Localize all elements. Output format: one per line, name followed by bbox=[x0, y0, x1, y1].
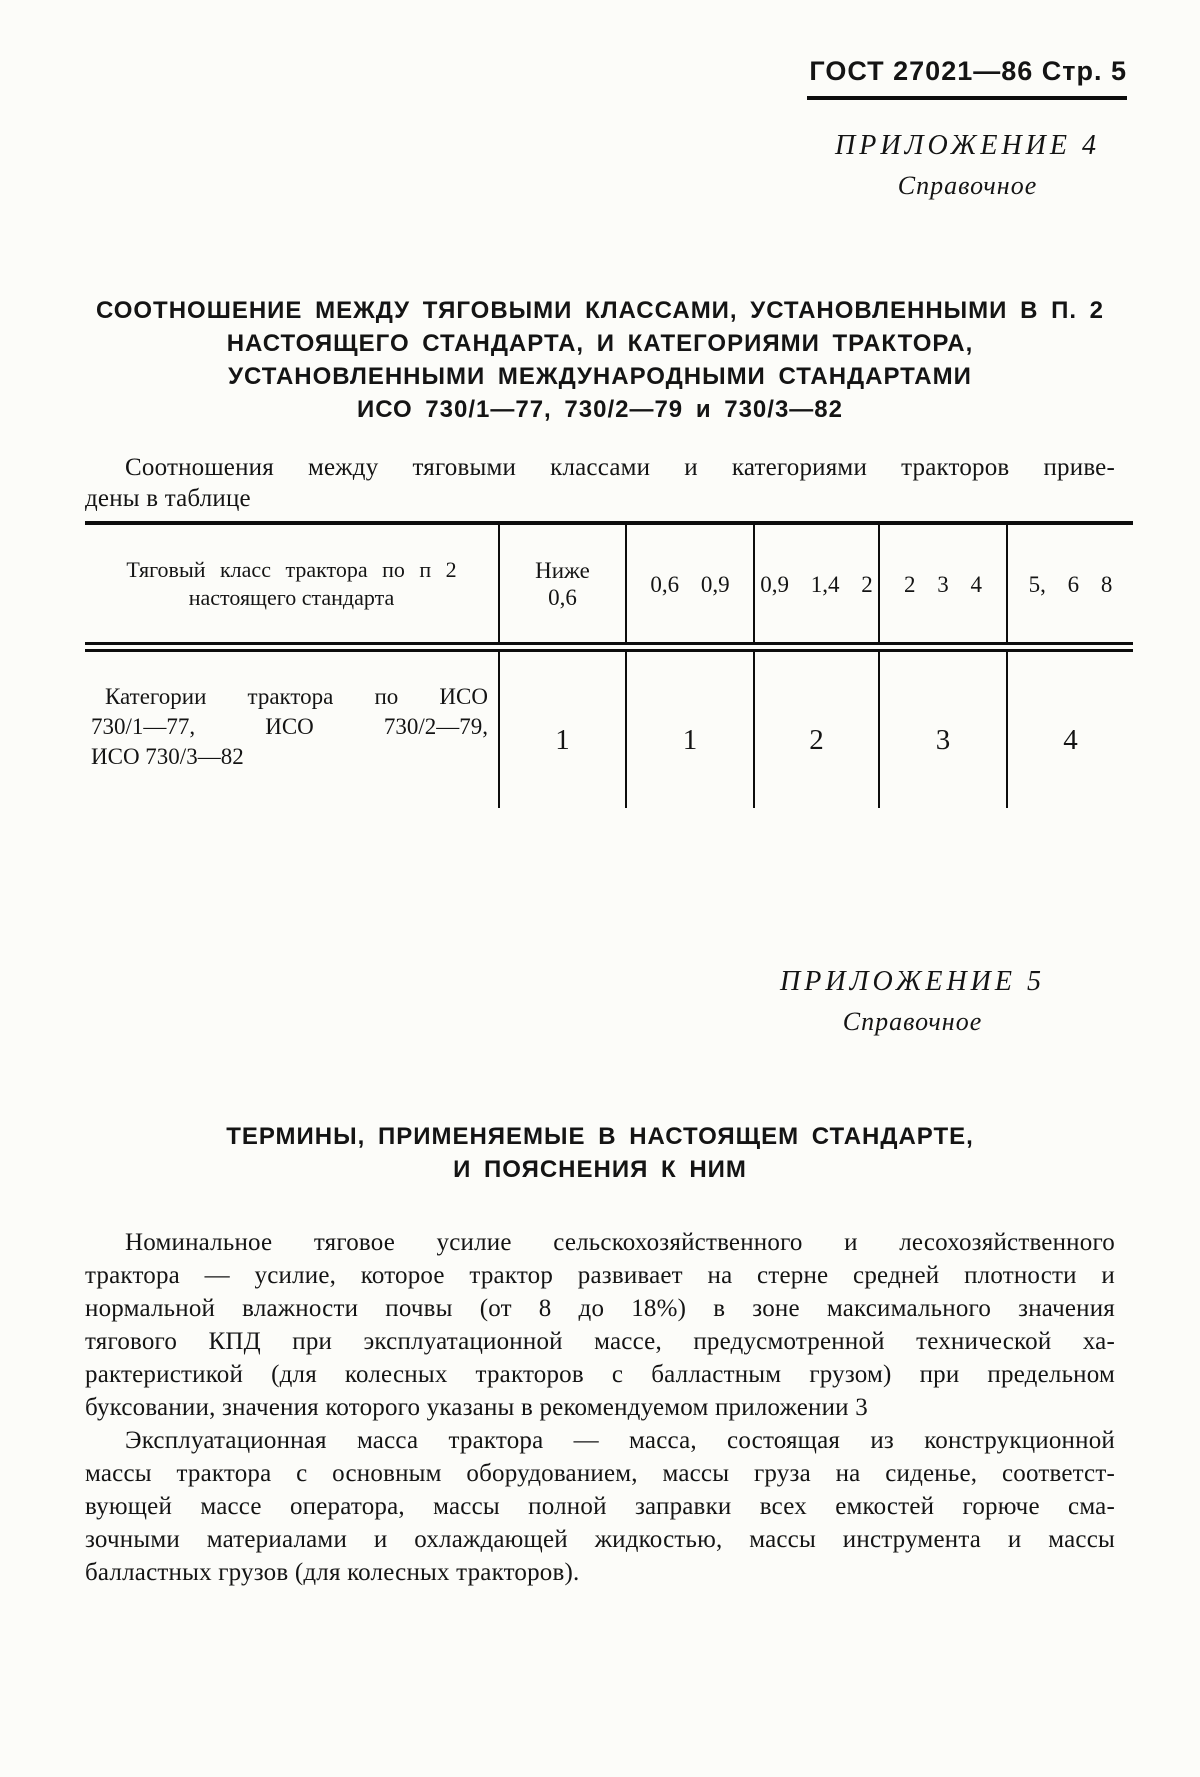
table-body-row bbox=[85, 652, 1133, 808]
table-value: 2 bbox=[809, 724, 824, 756]
table-header-cell bbox=[627, 525, 755, 643]
table-header-label-cell bbox=[85, 525, 500, 643]
table-row-label-line: Категории трактора по ИСО bbox=[105, 684, 488, 709]
terms-para2-line: балластных грузов (для колесных тракторов). bbox=[85, 1559, 580, 1586]
table-row-label-cell bbox=[85, 652, 500, 808]
intro-line: Соотношения между тяговыми классами и категориями тракторов приве- bbox=[125, 454, 1115, 481]
terms-para1-line: рактеристикой (для колесных тракторов с балластным грузом) при предельном bbox=[85, 1361, 1115, 1388]
table-value: 1 bbox=[555, 724, 570, 756]
table-header-cell-line: 0,9 1,4 2 bbox=[760, 571, 873, 597]
table-header-cell bbox=[1008, 525, 1133, 643]
running-head-title: ГОСТ 27021—86 Стр. 5 bbox=[809, 56, 1127, 86]
table-header-row bbox=[85, 525, 1133, 643]
intro-paragraph bbox=[85, 452, 1115, 514]
appendix-4-block bbox=[835, 130, 1100, 201]
table-row-label-line: ИСО 730/3—82 bbox=[91, 744, 244, 769]
table-header-cell-line: 2 3 4 bbox=[904, 571, 982, 597]
appendix-4-label: ПРИЛОЖЕНИЕ 4 bbox=[835, 130, 1100, 161]
table-value: 1 bbox=[682, 724, 698, 756]
table-header-label-line: Тяговый класс трактора по п 2 bbox=[126, 557, 457, 582]
table-value: 4 bbox=[1063, 724, 1078, 756]
table-header-cell-line: 0,6 bbox=[548, 585, 577, 610]
table-header-cell bbox=[755, 525, 880, 643]
terms-para1-line: трактора — усилие, которое трактор развивает на стерне средней плотности и bbox=[85, 1262, 1115, 1289]
appendix-5-block bbox=[780, 966, 1045, 1037]
terms-para2-line: Эксплуатационная масса трактора — масса, состоящая из конструкционной bbox=[125, 1427, 1115, 1454]
terms-para1-line: буксовании, значения которого указаны в рекомендуемом приложении 3 bbox=[85, 1394, 868, 1421]
table-header-label-line: настоящего стандарта bbox=[188, 585, 395, 610]
terms-para1-line: Номинальное тяговое усилие сельскохозяйственного и лесохозяйственного bbox=[125, 1229, 1115, 1256]
table-header-cell bbox=[880, 525, 1008, 643]
section-2-title-line: ТЕРМИНЫ, ПРИМЕНЯЕМЫЕ В НАСТОЯЩЕМ СТАНДАРТЕ, bbox=[226, 1123, 974, 1150]
table-value-cell bbox=[880, 652, 1008, 808]
terms-para2-line: зочными материалами и охлаждающей жидкостью, массы инструмента и массы bbox=[85, 1526, 1115, 1553]
table-header-cell-line: 5, 6 8 bbox=[1028, 571, 1113, 597]
terms-para1-line: нормальной влажности почвы (от 8 до 18%) в зоне максимального значения bbox=[85, 1295, 1115, 1322]
terms-text bbox=[85, 1226, 1115, 1589]
table-header-cell-line: Ниже bbox=[535, 558, 590, 583]
table-double-rule bbox=[85, 642, 1133, 652]
table-header-cell bbox=[500, 525, 627, 643]
section-1-title-line: УСТАНОВЛЕННЫМИ МЕЖДУНАРОДНЫМИ СТАНДАРТАМИ bbox=[228, 363, 972, 390]
section-2-title bbox=[85, 1120, 1115, 1186]
terms-para1-line: тягового КПД при эксплуатационной массе, предусмотренной технической ха- bbox=[85, 1328, 1115, 1355]
running-head bbox=[807, 56, 1127, 100]
appendix-5-subtitle: Справочное bbox=[842, 1007, 983, 1036]
section-1-title bbox=[85, 294, 1115, 426]
section-1-title-line: СООТНОШЕНИЕ МЕЖДУ ТЯГОВЫМИ КЛАССАМИ, УСТАНОВЛЕННЫМИ В П. 2 bbox=[95, 297, 1104, 324]
table-value-cell bbox=[500, 652, 627, 808]
table-header-cell-line: 0,6 0,9 bbox=[650, 571, 730, 597]
intro-line: дены в таблице bbox=[85, 485, 251, 512]
terms-para2-line: массы трактора с основным оборудованием, массы груза на сиденье, соответст- bbox=[85, 1460, 1115, 1487]
section-1-title-line: НАСТОЯЩЕГО СТАНДАРТА, И КАТЕГОРИЯМИ ТРАКТОРА, bbox=[226, 330, 974, 357]
section-2-title-line: И ПОЯСНЕНИЯ К НИМ bbox=[453, 1156, 747, 1183]
table-value: 3 bbox=[935, 724, 951, 756]
traction-class-table bbox=[85, 521, 1133, 808]
table-value-cell bbox=[627, 652, 755, 808]
table-value-cell bbox=[755, 652, 880, 808]
appendix-5-label: ПРИЛОЖЕНИЕ 5 bbox=[780, 966, 1045, 997]
terms-para2-line: вующей массе оператора, массы полной заправки всех емкостей горюче сма- bbox=[85, 1493, 1115, 1520]
table-row-label-line: 730/1—77, ИСО 730/2—79, bbox=[91, 714, 488, 739]
appendix-4-subtitle: Справочное bbox=[897, 171, 1038, 200]
section-1-title-line: ИСО 730/1—77, 730/2—79 и 730/3—82 bbox=[356, 396, 843, 423]
table-value-cell bbox=[1008, 652, 1133, 808]
